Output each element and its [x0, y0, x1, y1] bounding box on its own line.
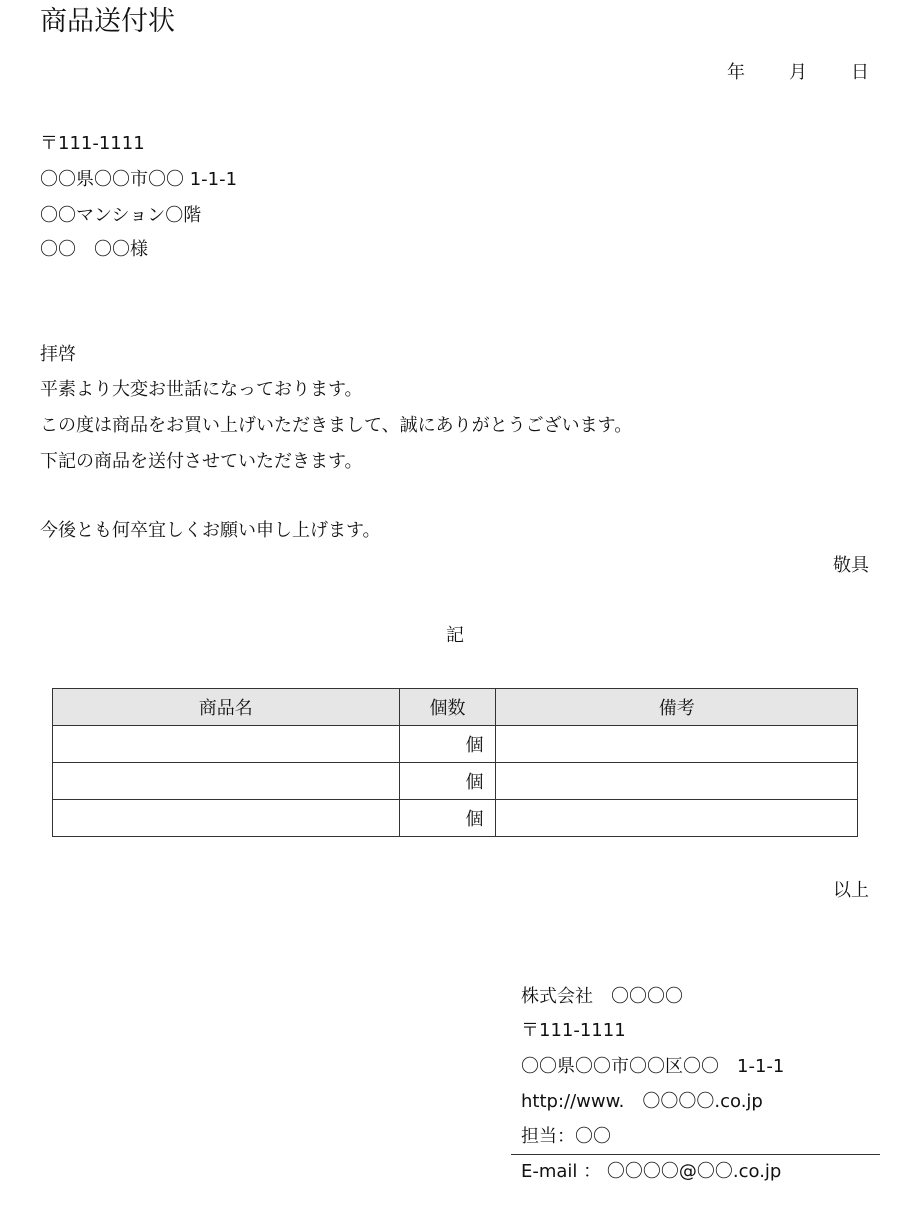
opening-salutation: 拝啓	[40, 344, 76, 365]
table-row	[53, 763, 858, 800]
body-line-4: 今後とも何卒宜しくお願い申し上げます。	[40, 520, 381, 541]
table-row	[53, 800, 858, 837]
recipient-postal: 〒111-1111	[40, 133, 145, 154]
sender-divider	[511, 1154, 880, 1155]
body-line-1: 平素より大変お世話になっております。	[40, 379, 363, 400]
sender-company: 株式会社 〇〇〇〇	[521, 986, 683, 1007]
recipient-address-1: 〇〇県〇〇市〇〇 1-1-1	[40, 169, 238, 190]
date-month-label: 月	[789, 62, 807, 83]
header-quantity: 個数	[399, 689, 496, 726]
sender-email: E-mail ： 〇〇〇〇@〇〇.co.jp	[521, 1161, 782, 1182]
date-year-label: 年	[727, 62, 745, 83]
recipient-name: 〇〇 〇〇様	[40, 239, 148, 260]
cell-notes[interactable]	[496, 800, 858, 837]
items-table	[52, 688, 858, 837]
table-header-row	[53, 689, 858, 726]
closing-salutation: 敬具	[833, 555, 869, 576]
recipient-address-2: 〇〇マンション〇階	[40, 205, 202, 226]
cell-product-name[interactable]	[53, 800, 400, 837]
cell-quantity[interactable]: 個	[399, 726, 496, 763]
sender-postal: 〒111-1111	[521, 1020, 626, 1041]
sender-contact: 担当：〇〇	[521, 1126, 611, 1147]
header-notes: 備考	[496, 689, 858, 726]
sender-url: http://www. 〇〇〇〇.co.jp	[521, 1091, 763, 1112]
cell-quantity[interactable]: 個	[399, 763, 496, 800]
cell-product-name[interactable]	[53, 763, 400, 800]
body-line-2: この度は商品をお買い上げいただきまして、誠にありがとうございます。	[40, 415, 633, 436]
date-line	[727, 62, 869, 84]
date-day-label: 日	[851, 62, 869, 83]
body-line-3: 下記の商品を送付させていただきます。	[40, 451, 363, 472]
header-product-name: 商品名	[53, 689, 400, 726]
cell-quantity[interactable]: 個	[399, 800, 496, 837]
table-row	[53, 726, 858, 763]
sender-address: 〇〇県〇〇市〇〇区〇〇 1-1-1	[521, 1056, 785, 1077]
ki-heading: 記	[446, 625, 464, 646]
cell-product-name[interactable]	[53, 726, 400, 763]
cell-notes[interactable]	[496, 763, 858, 800]
ijou-end-mark: 以上	[833, 880, 869, 901]
document-title: 商品送付状	[40, 6, 175, 37]
cell-notes[interactable]	[496, 726, 858, 763]
